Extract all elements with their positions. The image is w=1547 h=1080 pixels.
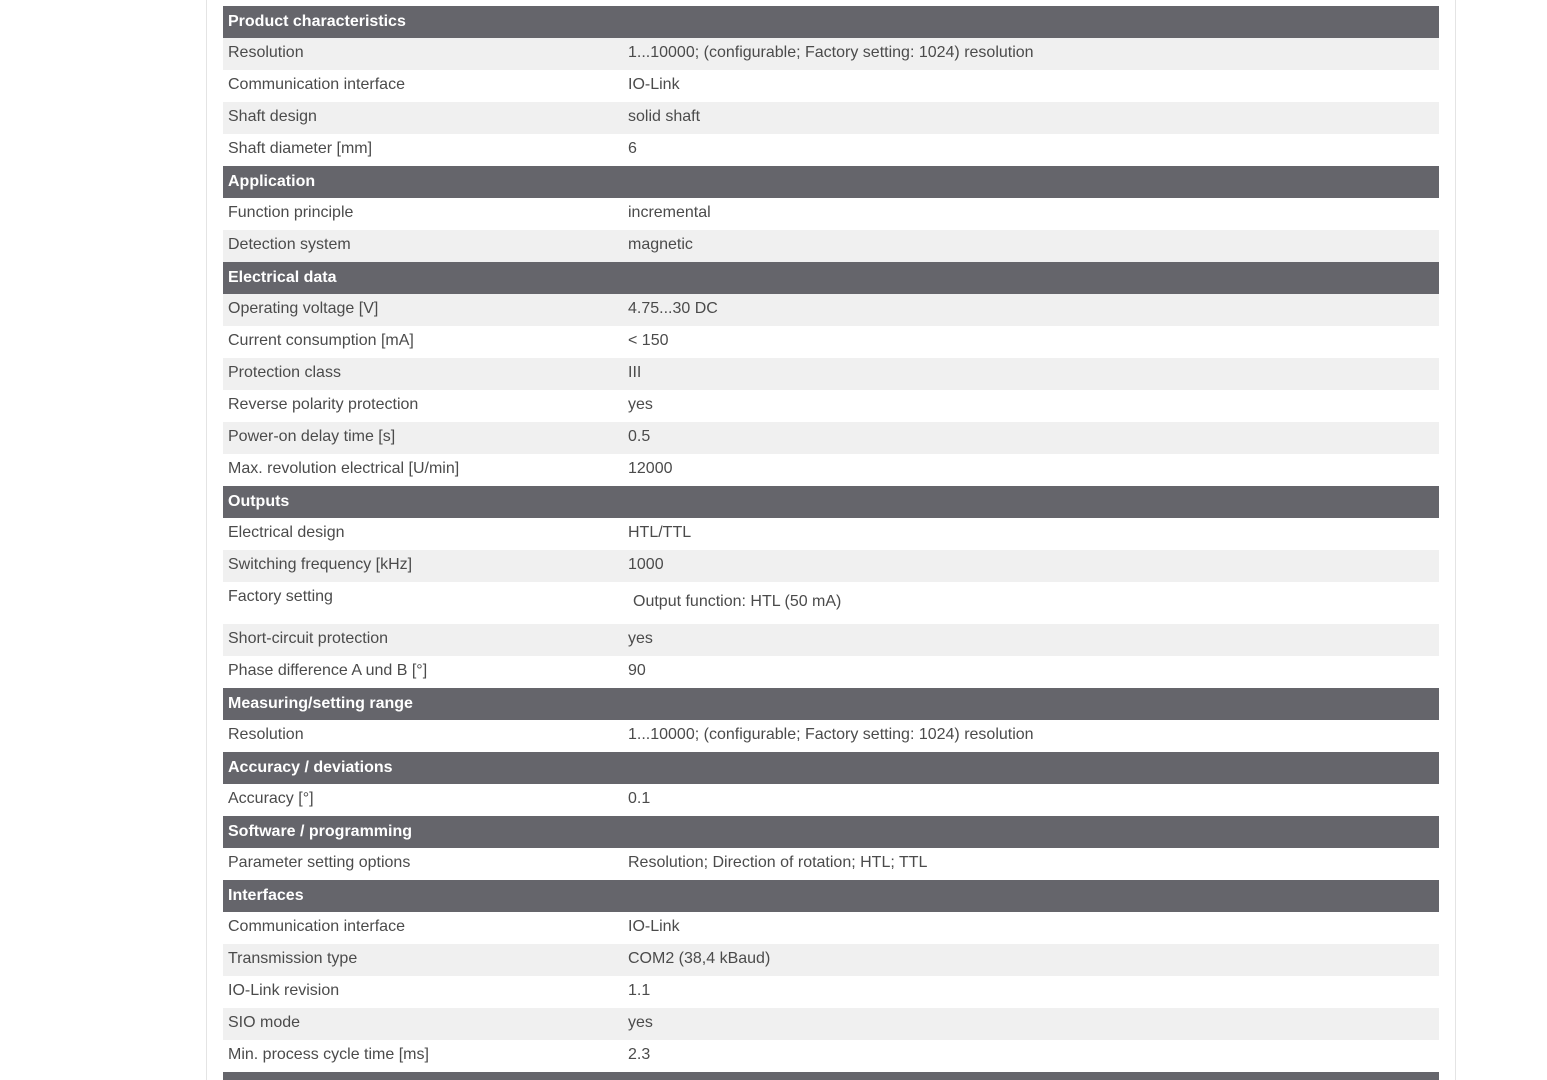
row-value: 1.1 [628,982,651,999]
table-row [223,912,1439,944]
section-header-accuracy-deviations: Accuracy / deviations [223,752,1439,784]
table-row [223,944,1439,976]
spec-table [223,6,1439,1080]
table-row [223,454,1439,486]
row-value: solid shaft [628,108,701,125]
table-row [223,390,1439,422]
row-label: Communication interface [228,76,405,93]
row-value: Resolution; Direction of rotation; HTL; TTL [628,854,928,871]
table-row [223,848,1439,880]
table-row [223,784,1439,816]
row-label: Short-circuit protection [228,630,389,647]
row-label: Communication interface [228,918,405,935]
table-row [223,656,1439,688]
table-row [223,326,1439,358]
row-label: Parameter setting options [228,854,411,871]
row-value: Output function: HTL (50 mA) [633,593,842,610]
row-value: HTL/TTL [628,524,692,541]
table-row [223,624,1439,656]
section-header-electrical-data: Electrical data [223,262,1439,294]
table-row [223,134,1439,166]
table-row [223,1008,1439,1040]
row-value: 12000 [628,460,673,477]
table-row [223,70,1439,102]
row-label: SIO mode [228,1014,301,1031]
section-header-interfaces: Interfaces [223,880,1439,912]
row-label: Operating voltage [V] [228,300,379,317]
row-label: Resolution [228,726,304,743]
row-label: Switching frequency [kHz] [228,556,413,573]
row-value: 1...10000; (configurable; Factory setting: 1024) resolution [628,44,1034,61]
row-value: 90 [628,662,646,679]
row-value: 2.3 [628,1046,651,1063]
row-value: 1000 [628,556,664,573]
table-row [223,550,1439,582]
row-value: 1...10000; (configurable; Factory setting: 1024) resolution [628,726,1034,743]
row-label: Accuracy [°] [228,790,314,807]
table-row [223,720,1439,752]
next-section-header-partial [223,1072,1439,1080]
table-row [223,38,1439,70]
row-label: IO-Link revision [228,982,340,999]
row-label: Factory setting [228,588,333,605]
table-row [223,230,1439,262]
section-header-measuring-setting-range: Measuring/setting range [223,688,1439,720]
row-label: Min. process cycle time [ms] [228,1046,429,1063]
row-label: Phase difference A und B [°] [228,662,428,679]
row-value: 6 [628,140,637,157]
row-value: IO-Link [628,76,680,93]
row-value: magnetic [628,236,693,253]
row-label: Transmission type [228,950,358,967]
row-value: yes [628,396,653,413]
table-row [223,582,1439,624]
row-value: III [628,364,642,381]
table-row [223,518,1439,550]
row-value: 4.75...30 DC [628,300,718,317]
row-label: Shaft design [228,108,317,125]
row-label: Current consumption [mA] [228,332,414,349]
table-row [223,1040,1439,1072]
row-value: yes [628,1014,653,1031]
row-label: Function principle [228,204,354,221]
row-value: 0.1 [628,790,651,807]
table-row [223,422,1439,454]
row-label: Shaft diameter [mm] [228,140,373,157]
table-row [223,358,1439,390]
table-row [223,102,1439,134]
section-header-application: Application [223,166,1439,198]
row-label: Max. revolution electrical [U/min] [228,460,460,477]
row-label: Power-on delay time [s] [228,428,396,445]
row-value: < 150 [628,332,669,349]
section-header-outputs: Outputs [223,486,1439,518]
row-label: Electrical design [228,524,345,541]
row-value: yes [628,630,653,647]
row-value: 0.5 [628,428,651,445]
section-header-software-programming: Software / programming [223,816,1439,848]
row-value: COM2 (38,4 kBaud) [628,950,771,967]
row-label: Reverse polarity protection [228,396,419,413]
row-label: Protection class [228,364,341,381]
row-value: incremental [628,204,711,221]
row-label: Resolution [228,44,304,61]
table-row [223,294,1439,326]
table-row [223,976,1439,1008]
section-header-product-characteristics: Product characteristics [223,6,1439,38]
row-value: IO-Link [628,918,680,935]
table-row [223,198,1439,230]
row-label: Detection system [228,236,351,253]
